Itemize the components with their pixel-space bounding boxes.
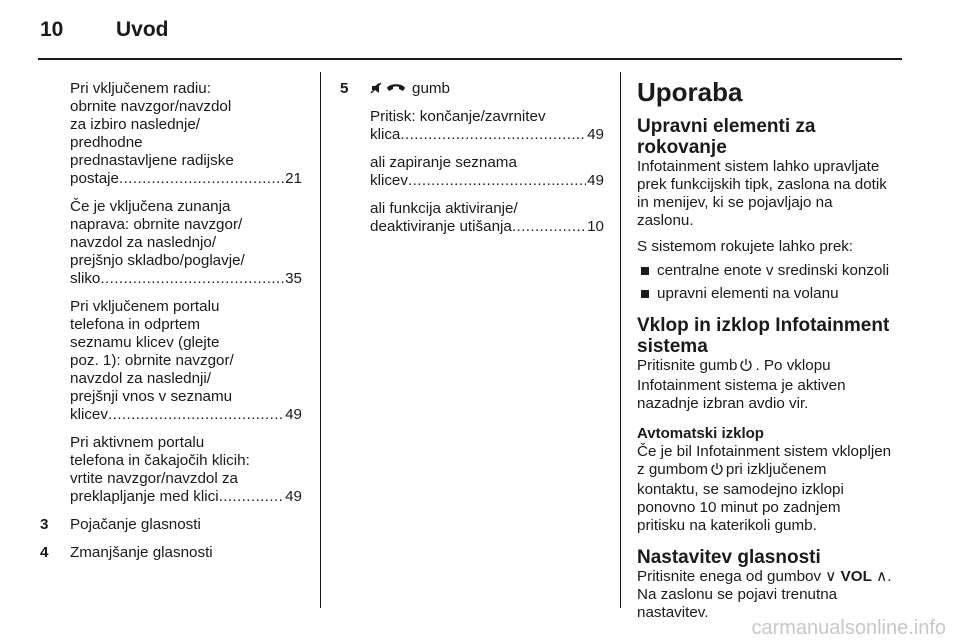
item-text: Pojačanje glasnosti [70, 516, 201, 533]
page-reference[interactable] [370, 172, 604, 190]
page-number: 10 [40, 18, 64, 41]
text-line: za izbiro naslednje/ [70, 116, 201, 133]
leader-dots [400, 126, 586, 144]
subsection-title: Avtomatski izklop [637, 425, 764, 442]
subsection-title: Nastavitev glasnosti [637, 547, 821, 568]
power-icon [739, 358, 753, 377]
section-power [637, 315, 905, 413]
text-line: naprava: obrnite navzgor/ [70, 216, 243, 233]
text-line: navzdol za naslednji/ [70, 370, 211, 387]
text-line: ali zapiranje seznama [370, 154, 517, 171]
item-title-line [370, 80, 604, 100]
leader-dots [119, 170, 284, 188]
text-line: Če je vključena zunanja [70, 198, 231, 215]
reference-text: postaje [70, 170, 119, 187]
reference-page: 49 [285, 406, 302, 423]
title-line: sistema [637, 336, 708, 357]
page-reference[interactable] [370, 126, 604, 144]
text-line: seznamu klicev (glejte [70, 334, 220, 351]
text-line: telefona in čakajočih klicih: [70, 452, 250, 469]
paragraph [70, 198, 302, 288]
item-title: gumb [412, 80, 450, 97]
item-number: 3 [40, 516, 49, 533]
text-line: prednastavljene radijske [70, 152, 234, 169]
section-controls [637, 116, 905, 303]
text-line: prejšnji vnos v seznamu [70, 388, 233, 405]
text-line: pritisku na katerikoli gumb. [637, 517, 817, 534]
header-rule [38, 58, 902, 60]
leader-dots [219, 488, 285, 506]
watermark: carmanualsonline.info [751, 617, 946, 639]
text-line: Pri aktivnem portalu [70, 434, 205, 451]
text-line [637, 461, 905, 481]
text-line: predhodne [70, 134, 143, 151]
text-line: prejšnjo skladbo/poglavje/ [70, 252, 245, 269]
section-auto-off [637, 425, 905, 535]
bullet-item [637, 285, 905, 303]
text-line: navzdol za naslednjo/ [70, 234, 217, 251]
page-reference[interactable] [370, 218, 604, 236]
text-line: Pritisk: končanje/zavrnitev [370, 108, 546, 125]
subsection-title [637, 315, 905, 357]
reference-text: preklapljanje med klici [70, 488, 219, 505]
reference-text: sliko [70, 270, 101, 287]
power-icon [710, 462, 724, 481]
text-line: obrnite navzgor/navzdol [70, 98, 232, 115]
item-text: Zmanjšanje glasnosti [70, 544, 213, 561]
text-fragment: . Po vklopu [755, 357, 831, 374]
page-reference[interactable] [70, 488, 302, 506]
bullet-icon [641, 267, 649, 275]
leader-dots [512, 218, 586, 236]
paragraph [637, 443, 905, 535]
reference-page: 21 [285, 170, 302, 187]
section-volume [637, 547, 905, 622]
text-line: vrtite navzgor/navzdol za [70, 470, 238, 487]
paragraph [70, 434, 302, 506]
column-3 [637, 78, 905, 634]
subsection-title: Upravni elementi za rokovanje [637, 116, 816, 158]
item-number: 4 [40, 544, 49, 561]
list-item-3 [40, 516, 302, 534]
column-divider [620, 72, 621, 608]
text-line: prek funkcijskih tipk, zaslona na dotik [637, 176, 887, 193]
mute-phone-icon [370, 81, 408, 100]
section-heading: Uporaba [637, 77, 743, 107]
paragraph [370, 200, 604, 236]
text-line: zaslonu. [637, 212, 694, 229]
reference-page: 35 [285, 270, 302, 287]
reference-page: 49 [587, 172, 604, 189]
page-reference[interactable] [70, 170, 302, 188]
text-line: Pri vključenem portalu [70, 298, 220, 315]
text-line: kontaktu, se samodejno izklopi [637, 481, 844, 498]
text-line: Če je bil Infotainment sistem vklopljen [637, 443, 892, 460]
bullet-item [637, 262, 905, 280]
paragraph [70, 298, 302, 424]
text-line: ponovno 10 minut po zadnjem [637, 499, 841, 516]
text-line: telefona in odprtem [70, 316, 201, 333]
title-line: Vklop in izklop Infotainment [637, 315, 890, 336]
text-line: Infotainment sistema je aktiven [637, 377, 846, 394]
list-item-5 [340, 80, 604, 236]
page-header [40, 18, 169, 42]
text-fragment: pri izključenem [725, 461, 827, 478]
leader-dots [100, 270, 284, 288]
vol-label: VOL [840, 568, 872, 585]
text-line: ali funkcija aktiviranje/ [370, 200, 518, 217]
page-title: Uvod [116, 18, 169, 41]
text-line: poz. 1): obrnite navzgor/ [70, 352, 234, 369]
bullet-text: centralne enote v sredinski konzoli [657, 262, 890, 279]
text-line [637, 568, 905, 586]
text-line: nazadnje izbran avdio vir. [637, 395, 809, 412]
column-1 [40, 80, 302, 572]
leader-dots [408, 172, 586, 190]
column-2 [340, 80, 604, 246]
paragraph [70, 80, 302, 188]
paragraph [370, 108, 604, 144]
text-line: Na zaslonu se pojavi trenutna [637, 586, 838, 603]
text-fragment: Pritisnite gumb [637, 357, 738, 374]
text-line: Infotainment sistem lahko upravljate [637, 158, 880, 175]
reference-text: klicev [70, 406, 108, 423]
paragraph [370, 154, 604, 190]
column-divider [320, 72, 321, 608]
text-line [637, 357, 905, 377]
paragraph [637, 158, 905, 230]
paragraph: S sistemom rokujete lahko prek: [637, 238, 854, 255]
bullet-icon [641, 290, 649, 298]
page-reference[interactable] [70, 406, 302, 424]
reference-text: klica [370, 126, 401, 143]
reference-text: klicev [370, 172, 408, 189]
text-fragment: Pritisnite enega od gumbov ∨ [637, 568, 837, 585]
list-item-2 [40, 80, 302, 506]
text-fragment: ∧. [876, 568, 892, 585]
text-line: Pri vključenem radiu: [70, 80, 211, 97]
text-fragment: z gumbom [637, 461, 708, 478]
paragraph [637, 568, 905, 622]
list-item-4 [40, 544, 302, 562]
reference-page: 49 [285, 488, 302, 505]
bullet-text: upravni elementi na volanu [657, 285, 839, 302]
item-number: 5 [340, 80, 349, 97]
text-line: in menijev, ki se pojavljajo na [637, 194, 833, 211]
reference-page: 10 [587, 218, 604, 235]
reference-page: 49 [587, 126, 604, 143]
leader-dots [108, 406, 284, 424]
text-line: nastavitev. [637, 604, 709, 621]
page-reference[interactable] [70, 270, 302, 288]
reference-text: deaktiviranje utišanja [370, 218, 512, 235]
paragraph [637, 357, 905, 413]
